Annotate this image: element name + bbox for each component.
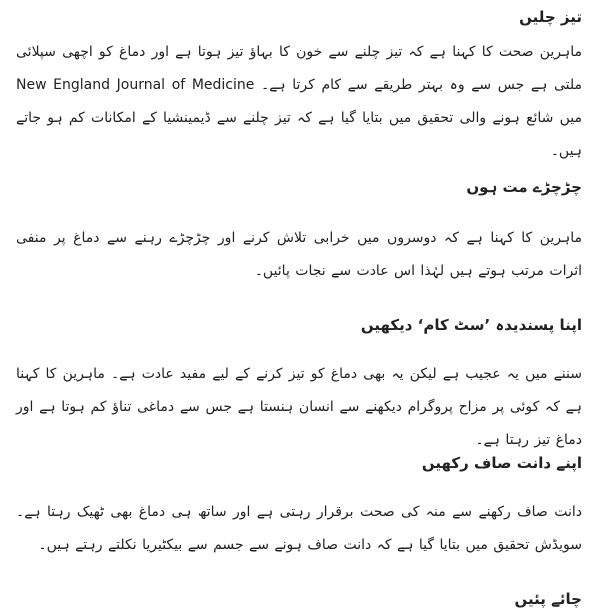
- section-heading-irritability: چڑچڑے مت ہوں: [466, 178, 582, 196]
- section-heading-brisk-walk: تیز چلیں: [519, 8, 582, 26]
- section-heading-tea: چائے پئیں: [514, 590, 582, 608]
- section-paragraph-irritability: ماہرین کا کہنا ہے کہ دوسروں میں خرابی تلاش کرنے اور چڑچڑے رہنے سے دماغ پر منفی اثرات مرتب ہوتے ہیں لہٰذا اس عادت سے نجات پائیں۔: [16, 230, 582, 279]
- section-paragraph-brisk-walk: ماہرین صحت کا کہنا ہے کہ تیز چلنے سے خون کا بہاؤ تیز ہوتا ہے اور دماغ کو اچھی سپلائی ملتی ہے جس سے وہ بہتر طریقے سے کام کرتا ہے۔ New England Journal of Medicine میں شائع ہونے والی تحقیق میں بتایا گیا ہے کہ تیز چلنے سے ڈیمینشیا کے امکانات کم ہو جاتے ہیں۔: [16, 44, 582, 159]
- section-heading-sitcom: اپنا پسندیدہ ’سٹ کام‘ دیکھیں: [360, 316, 582, 334]
- section-paragraph-sitcom: سننے میں یہ عجیب ہے لیکن یہ بھی دماغ کو تیز کرنے کے لیے مفید عادت ہے۔ ماہرین کا کہنا ہے کہ کوئی پر مزاح پروگرام دیکھنے سے انسان ہنستا ہے جس سے دماغی تناؤ کم ہوتا ہے اور دماغ تیز رہتا ہے۔: [16, 366, 582, 448]
- section-heading-teeth: اپنے دانت صاف رکھیں: [421, 454, 582, 472]
- section-paragraph-teeth: دانت صاف رکھنے سے منہ کی صحت برقرار رہتی ہے اور ساتھ ہی دماغ بھی ٹھیک رہتا ہے۔ سویڈش تحقیق میں بتایا گیا ہے کہ دانت صاف ہونے سے جسم سے بیکٹیریا نکلتے رہتے ہیں۔: [16, 504, 582, 553]
